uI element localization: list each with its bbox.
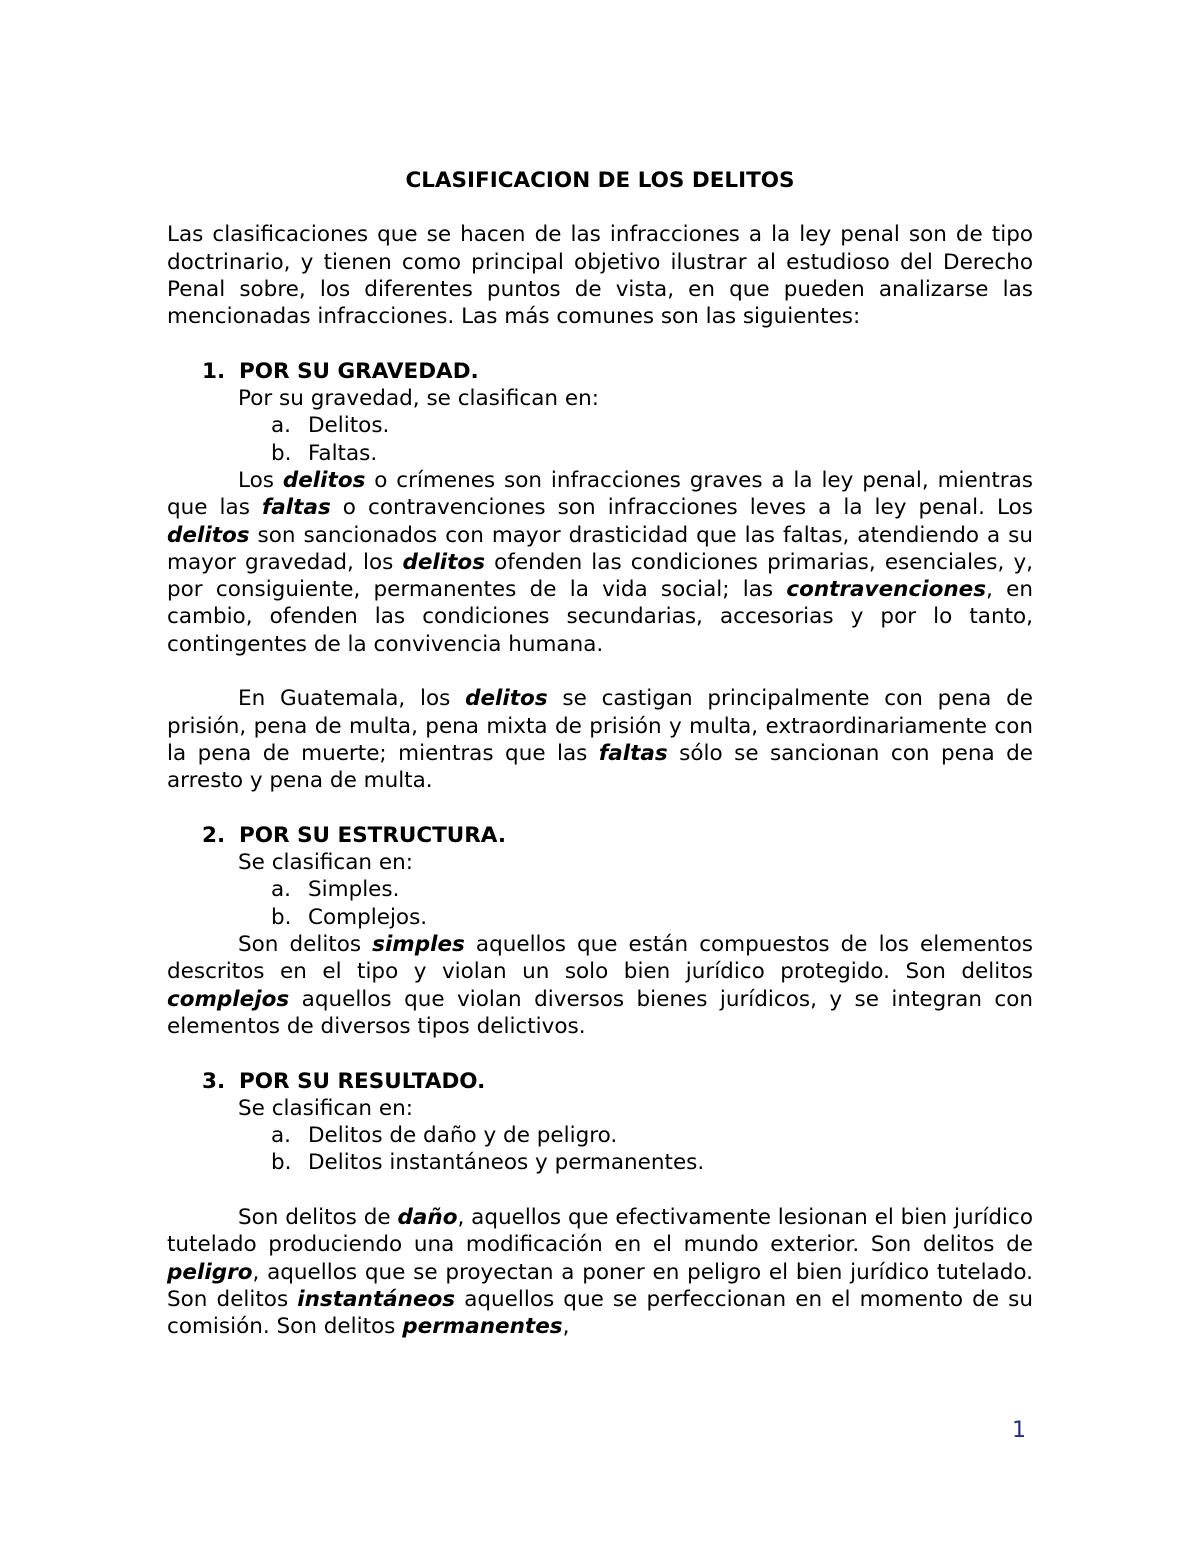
list-item-text: Delitos. [308,413,390,439]
list-item [167,904,1033,931]
section-title: POR SU ESTRUCTURA. [239,822,507,848]
term-complejos: complejos [167,986,290,1012]
list-item [167,412,1033,439]
term-permanentes: permanentes [402,1314,563,1340]
term-dano: daño [397,1204,458,1230]
section-heading-resultado [167,1068,1033,1095]
intro-paragraph: Las clasificaciones que se hacen de las infracciones a la ley penal son de tipo doctrinario, y tienen como principal objetivo ilustrar al estudioso del Derecho Penal sobre, los diferentes puntos de vista, en que pueden analizarse las mencionadas infracciones. Las más comunes son las siguientes: [167,222,1033,330]
section-lead: Por su gravedad, se clasifican en: [238,386,599,412]
paragraph-resultado: Son delitos de daño, aquellos que efectivamente lesionan el bien jurídico tutelado produciendo una modificación en el mundo exterior. Son delitos de peligro, aquellos que se proyectan a poner en peligro el bien jurídico tutelado. Son delitos instantáneos aquellos que se perfeccionan en el momento de su comisión. Son delitos permanentes, [167,1204,1033,1340]
term-delitos: delitos [282,467,366,493]
list-item-text: Complejos. [308,904,428,930]
document-body [167,167,1033,1340]
term-delitos: delitos [465,686,548,712]
section-number: 2. [202,822,226,848]
term-faltas: faltas [261,495,331,521]
section-lead: Se clasifican en: [238,1095,413,1121]
list-item [167,1149,1033,1176]
section-heading-estructura [167,822,1033,849]
section-lead: Se clasifican en: [238,850,413,876]
document-title: CLASIFICACION DE LOS DELITOS [405,168,795,193]
list-item-text: Delitos instantáneos y permanentes. [308,1150,705,1176]
term-peligro: peligro [167,1259,253,1285]
list-item-text: Faltas. [308,440,378,466]
paragraph-estructura: Son delitos simples aquellos que están compuestos de los elementos descritos en el tipo y violan un solo bien jurídico protegido. Son delitos complejos aquellos que violan diversos bienes jurídicos, y se integran con elementos de diversos tipos delictivos. [167,932,1033,1039]
list-item-letter: b. [271,440,292,466]
list-item-letter: b. [271,904,292,930]
section-number: 3. [202,1068,226,1094]
list-item [167,1122,1033,1149]
section-number: 1. [202,358,226,384]
list-item-text: Delitos de daño y de peligro. [308,1123,618,1149]
term-simples: simples [372,932,465,958]
section-title: POR SU RESULTADO. [239,1068,486,1094]
term-faltas: faltas [598,740,668,766]
page-number: 1 [1012,1418,1026,1443]
section-title: POR SU GRAVEDAD. [239,358,479,384]
list-item-letter: a. [271,413,292,439]
paragraph-gravedad-1: Los delitos o crímenes son infracciones graves a la ley penal, mientras que las faltas o contravenciones son infracciones leves a la ley penal. Los delitos son sancionados con mayor drasticidad que las faltas, atendiendo a su mayor gravedad, los delitos ofenden las condiciones primarias, esenciales, y, por consiguiente, permanentes de la vida social; las contravenciones, en cambio, ofenden las condiciones secundarias, accesorias y por lo tanto, contingentes de la convivencia humana. [167,467,1033,657]
list-item [167,876,1033,903]
term-contravenciones: contravenciones [786,577,987,603]
term-instantaneos: instantáneos [297,1286,456,1312]
paragraph-gravedad-2: En Guatemala, los delitos se castigan principalmente con pena de prisión, pena de multa, pena mixta de prisión y multa, extraordinariamente con la pena de muerte; mientras que las faltas sólo se sancionan con pena de arresto y pena de multa. [167,686,1033,794]
term-delitos: delitos [402,549,485,575]
section-heading-gravedad [167,358,1033,385]
list-item-letter: b. [271,1150,292,1176]
list-item-letter: a. [271,877,292,903]
term-delitos: delitos [167,522,250,548]
list-item-text: Simples. [308,877,400,903]
list-item [167,440,1033,467]
list-item-letter: a. [271,1123,292,1149]
